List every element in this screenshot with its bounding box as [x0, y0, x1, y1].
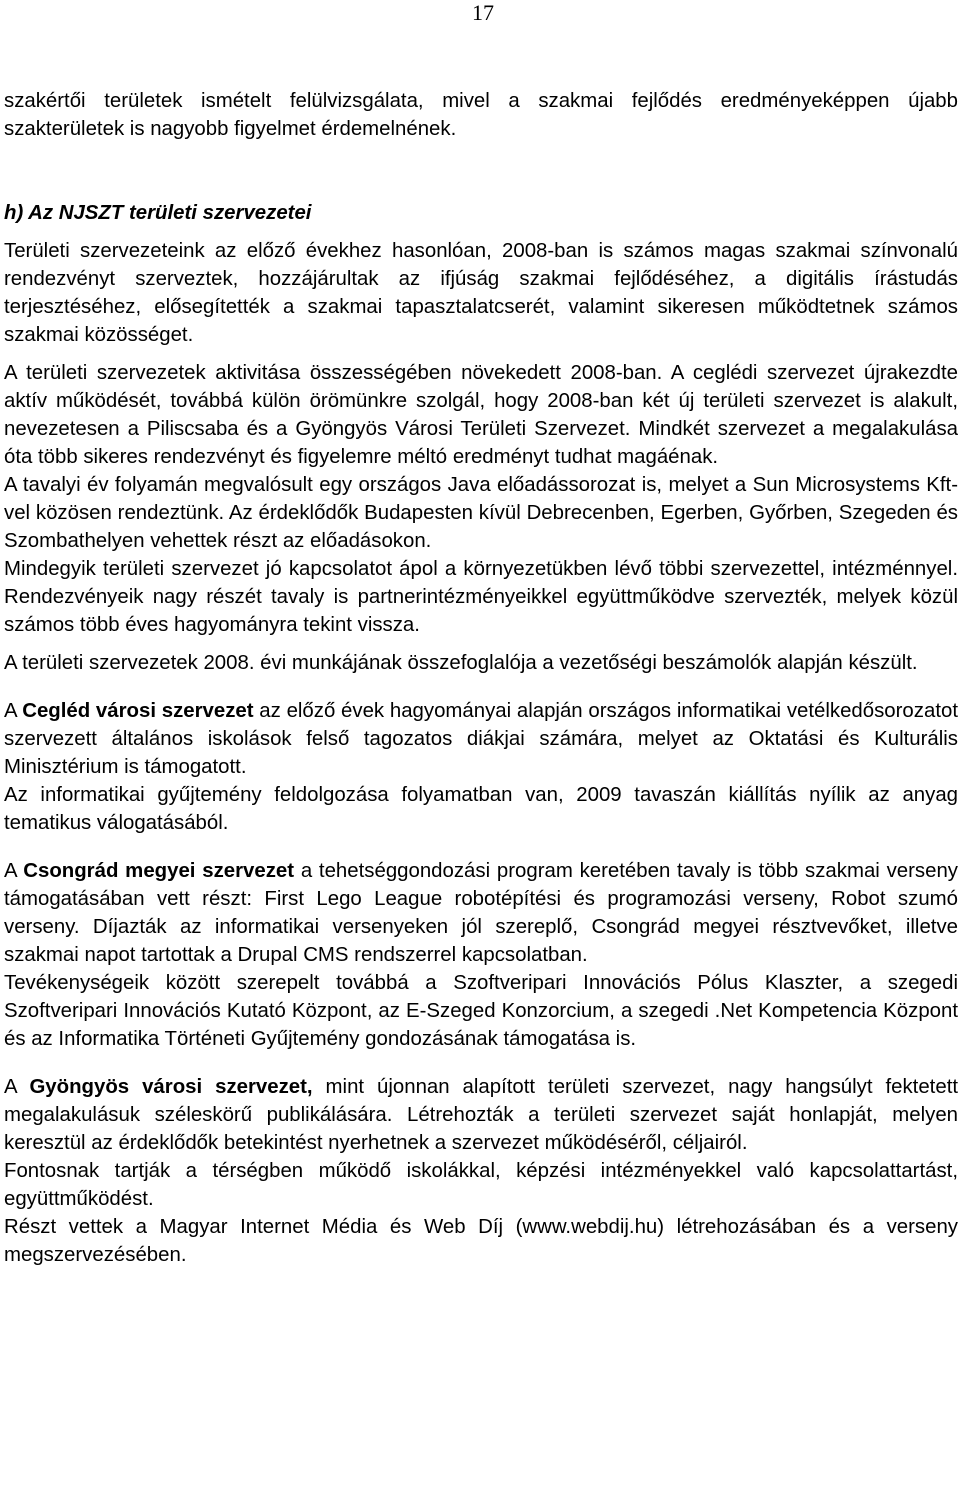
csongrad-prefix: A: [4, 860, 24, 882]
cegled-text-1: az előző évek hagyományai alapján országos informatikai vetélkedősorozatot szervezett általános iskolások felső tagozatos diákjai számára, melyet az Oktatási és Kulturális Minisztérium is támogatott.: [4, 700, 958, 778]
section-heading: h) Az NJSZT területi szervezetei: [4, 202, 312, 224]
csongrad-text-1: a tehetséggondozási program keretében tavaly is több szakmai verseny támogatásában vett részt: First Lego League robotépítési és programozási verseny, Robot szumó verseny. Díjazták az informatikai versenyeken jól szereplő, Csongrád megyei résztvevőket, illetve szakmai napot tartottak a Drupal CMS rendszerrel kapcsolatban.: [4, 860, 958, 966]
intro-paragraph: szakértői területek ismételt felülvizsgálata, mivel a szakmai fejlődés eredményeképpen újabb szakterületek is nagyobb figyelmet érdemelnének.: [4, 90, 958, 140]
section-paragraph-3: A tavalyi év folyamán megvalósult egy országos Java előadássorozat is, melyet a Sun Microsystems Kft-vel közösen rendeztünk. Az érdeklődők Budapesten kívül Debrecenben, Egerben, Győrben, Szegeden és Szombathelyen vehettek részt az előadásokon.: [4, 474, 958, 552]
cegled-paragraph-2: Az informatikai gyűjtemény feldolgozása folyamatban van, 2009 tavaszán kiállítás nyílik az anyag tematikus válogatásából.: [4, 784, 958, 834]
gyongyos-text-1: mint újonnan alapított területi szervezet, nagy hangsúlyt fektetett megalakulásuk széleskörű publikálására. Létrehozták a területi szervezet saját honlapját, melyen keresztül az érdeklődők betekintést nyerhetnek a szervezet működéséről, céljairól.: [4, 1076, 959, 1154]
gyongyos-paragraph-3: Részt vettek a Magyar Internet Média és Web Díj (www.webdij.hu) létrehozásában és a verseny megszervezésében.: [4, 1216, 958, 1266]
cegled-paragraph-1: [4, 697, 958, 781]
section-paragraph-2: A területi szervezetek aktivitása összességében növekedett 2008-ban. A ceglédi szervezet újrakezdte aktív működését, továbbá külön örömünkre szolgál, hogy 2008-ban két új területi szervezet is alakult, nevezetesen a Piliscsaba és a Gyöngyös Városi Területi Szervezet. Mindkét szervezet a megalakulása óta több sikeres rendezvényt és figyelemre méltó eredményt tudhat magáénak.: [4, 362, 958, 468]
page-number: 17: [472, 0, 494, 25]
section-paragraph-4: Mindegyik területi szervezet jó kapcsolatot ápol a környezetükben lévő többi szervezettel, intézménnyel. Rendezvényeik nagy részét tavaly is partnerintézményeikkel együttműködve szervezték, melyek közül számos több éves hagyományra tekint vissza.: [4, 558, 958, 636]
gyongyos-prefix: A: [4, 1076, 30, 1098]
cegled-prefix: A: [4, 700, 23, 722]
document-body: [4, 87, 958, 1269]
section-paragraph-5: A területi szervezetek 2008. évi munkájának összefoglalója a vezetőségi beszámolók alapján készült.: [4, 652, 918, 674]
csongrad-paragraph-1: [4, 857, 958, 969]
cegled-org-name: Cegléd városi szervezet: [22, 700, 254, 722]
section-paragraph-1: Területi szervezeteink az előző évekhez hasonlóan, 2008-ban is számos magas szakmai színvonalú rendezvényt szerveztek, hozzájárultak az ifjúság szakmai fejlődéséhez, a digitális írástudás terjesztéséhez, elősegítették a szakmai tapasztalatcserét, valamint sikeresen működtetnek számos szakmai közösséget.: [4, 240, 958, 346]
csongrad-org-name: Csongrád megyei szervezet: [23, 860, 295, 882]
gyongyos-paragraph-2: Fontosnak tartják a térségben működő iskolákkal, képzési intézményekkel való kapcsolattartást, együttműködést.: [4, 1160, 958, 1210]
gyongyos-org-name: Gyöngyös városi szervezet,: [29, 1076, 313, 1098]
gyongyos-paragraph-1: [4, 1073, 958, 1157]
csongrad-paragraph-2: Tevékenységeik között szerepelt továbbá a Szoftveripari Innovációs Pólus Klaszter, a szegedi Szoftveripari Innovációs Kutató Központ, az E-Szeged Konzorcium, a szegedi .Net Kompetencia Központ és az Informatika Történeti Gyűjtemény gondozásának támogatása is.: [4, 972, 958, 1050]
